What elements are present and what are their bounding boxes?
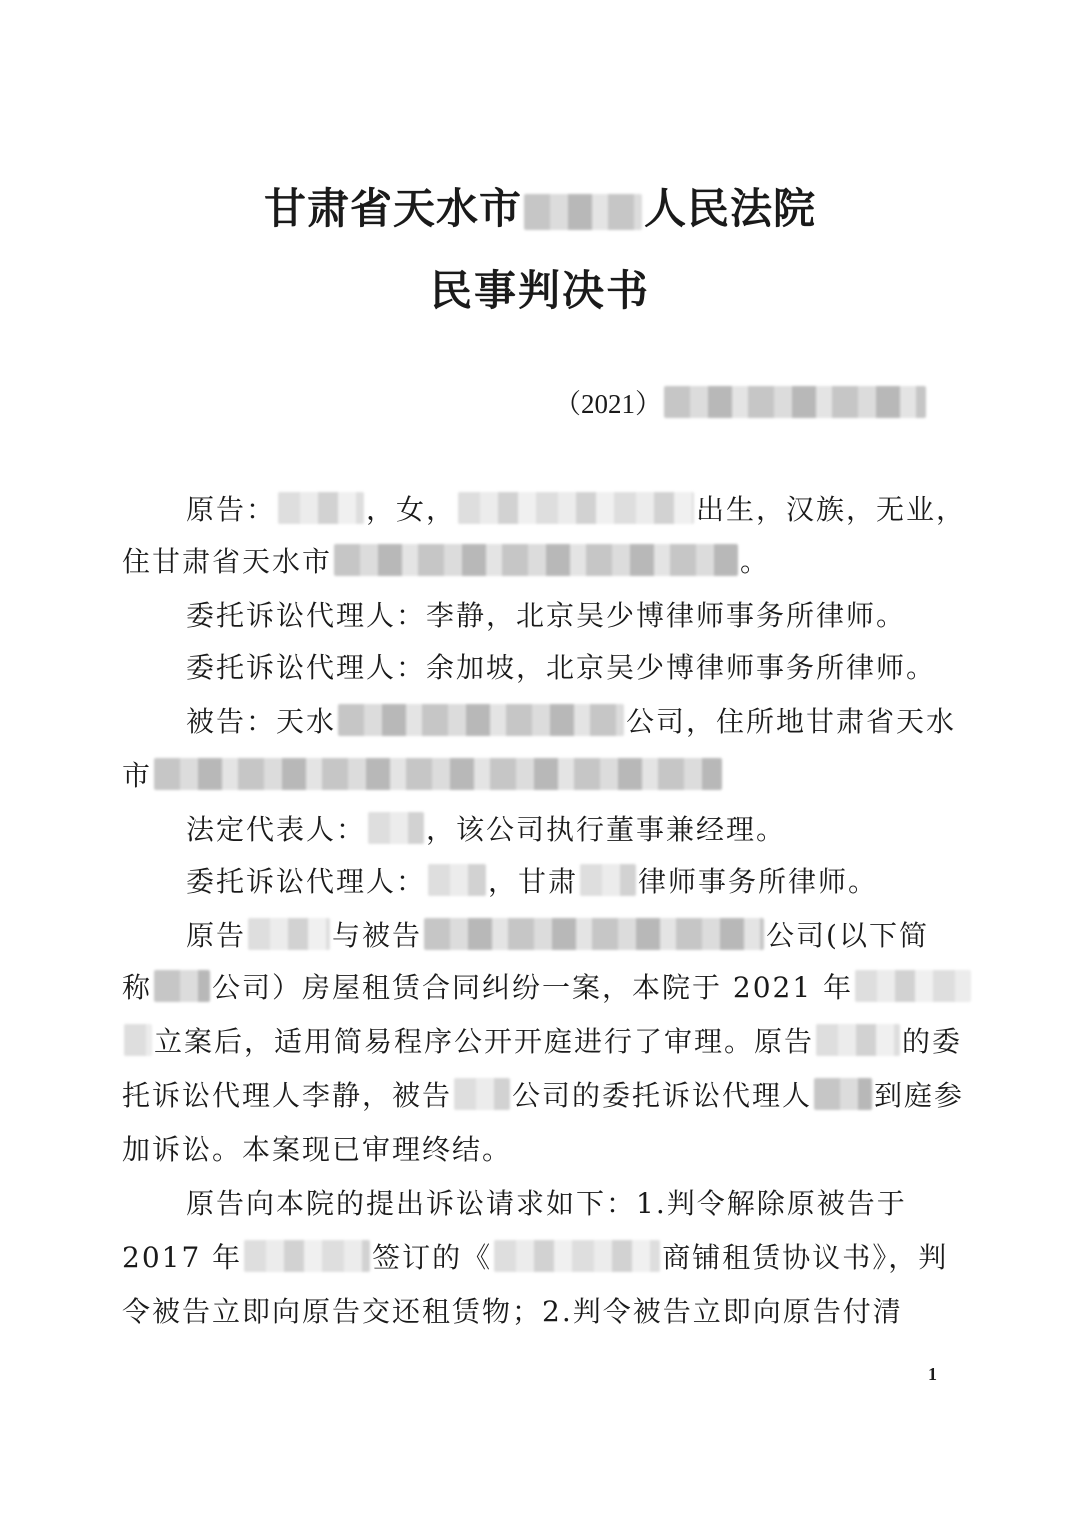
text: 原告 [186, 919, 247, 952]
page-number: 1 [928, 1364, 937, 1384]
redacted-defendant-address [154, 758, 722, 790]
redacted-company [338, 704, 624, 736]
text: 商铺租赁协议书》，判 [662, 1241, 949, 1274]
line-defendant-address [122, 754, 724, 794]
redacted-defendant-company [424, 918, 764, 950]
line-agent-2: 委托诉讼代理人：余加坡，北京吴少博律师事务所律师。 [186, 651, 937, 684]
text: 公司，住所地甘肃省天水 [626, 705, 957, 738]
line-case-intro-4 [122, 1074, 964, 1114]
text: 原告： [186, 493, 277, 526]
court-title-right: 人民法院 [644, 184, 817, 233]
redacted-plaintiff [248, 918, 330, 950]
case-year: （2021） [554, 389, 662, 419]
text: 律师事务所律师。 [638, 865, 879, 898]
text: 公司的委托诉讼代理人 [512, 1079, 813, 1112]
text: 立案后，适用简易程序公开开庭进行了审理。原告 [154, 1025, 815, 1058]
court-title [0, 176, 1080, 236]
text: 法定代表人： [186, 813, 367, 846]
redacted-agreement-name [494, 1240, 660, 1272]
redacted-short-name [154, 970, 210, 1002]
line-claims-2 [122, 1236, 948, 1276]
line-defendant [186, 700, 956, 740]
line-case-intro-1 [186, 914, 929, 954]
text: ，女， [366, 493, 457, 526]
text: 。 [740, 545, 771, 578]
redacted-plaintiff [816, 1024, 900, 1056]
line-legal-rep [186, 808, 786, 848]
redacted-court-name [524, 194, 642, 230]
line-case-intro-2 [122, 966, 973, 1006]
case-number [554, 382, 928, 421]
line-case-intro-5: 加诉讼。本案现已审理终结。 [122, 1133, 513, 1166]
line-claims-1: 原告向本院的提出诉讼请求如下：1.判令解除原被告于 [186, 1187, 907, 1220]
redacted-agent [428, 864, 486, 896]
text: 公司）房屋租赁合同纠纷一案，本院于 2021 年 [212, 971, 854, 1004]
redacted-day [124, 1024, 152, 1056]
text: 托诉讼代理人李静，被告 [122, 1079, 453, 1112]
text: 住甘肃省天水市 [122, 545, 333, 578]
text: 被告：天水 [186, 705, 337, 738]
text: 2017 年 [122, 1241, 243, 1274]
court-title-left: 甘肃省天水市 [263, 184, 522, 233]
text: 签订的《 [372, 1241, 493, 1274]
line-claims-3: 令被告立即向原告交还租赁物；2.判令被告立即向原告付清 [122, 1295, 903, 1328]
line-plaintiff-address [122, 540, 770, 580]
redacted-short-name [454, 1078, 510, 1110]
redacted-plaintiff-name [278, 492, 364, 524]
text: ，该公司执行董事兼经理。 [426, 813, 787, 846]
text: 委托诉讼代理人： [186, 865, 427, 898]
redacted-firm [580, 864, 636, 896]
document-title: 民事判决书 [429, 266, 650, 315]
line-agent-1: 委托诉讼代理人：李静，北京吴少博律师事务所律师。 [186, 599, 907, 632]
text: 称 [122, 971, 153, 1004]
redacted-date [855, 970, 971, 1002]
redacted-agent [814, 1078, 872, 1110]
line-plaintiff [186, 488, 966, 528]
line-case-intro-3 [122, 1020, 962, 1060]
text: 与被告 [332, 919, 423, 952]
redacted-sign-date [244, 1240, 370, 1272]
redacted-legal-rep [368, 812, 424, 844]
redacted-address [334, 544, 738, 576]
text: 到庭参 [874, 1079, 965, 1112]
text: 市 [122, 759, 153, 792]
redacted-case-number [664, 386, 926, 418]
redacted-birthdate [458, 492, 694, 524]
line-defendant-agent [186, 860, 878, 900]
text: ，甘肃 [488, 865, 579, 898]
text: 公司(以下简 [766, 919, 929, 952]
text: 的委 [902, 1025, 963, 1058]
text: 出生，汉族，无业， [696, 493, 967, 526]
